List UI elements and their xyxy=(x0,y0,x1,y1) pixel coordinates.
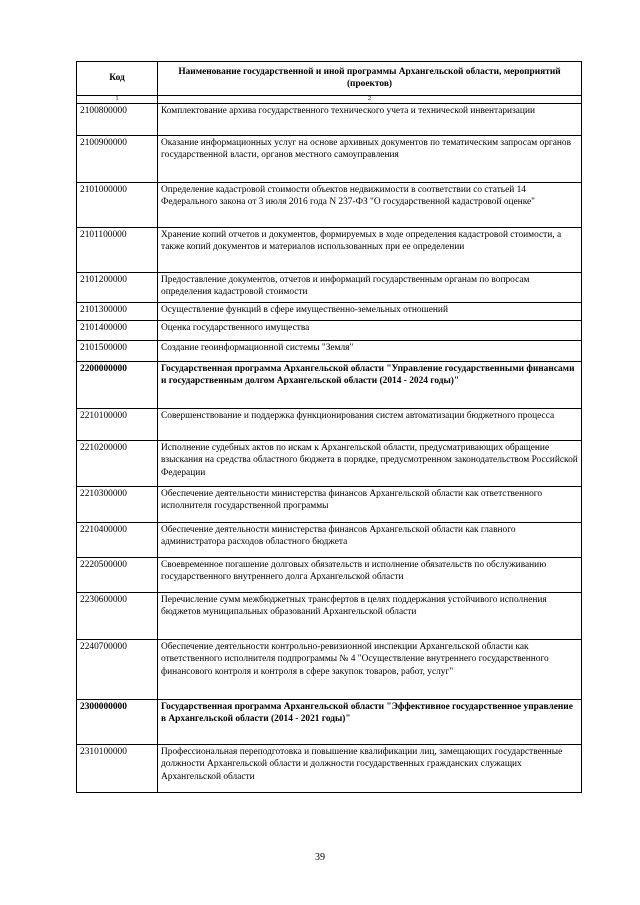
table-row xyxy=(77,273,582,303)
table-row xyxy=(77,487,582,523)
row-code: 2100900000 xyxy=(77,136,158,183)
row-code: 2210400000 xyxy=(77,523,158,558)
document-table xyxy=(76,61,582,793)
row-code: 2101100000 xyxy=(77,228,158,273)
row-name: Создание геоинформационной системы "Земля" xyxy=(158,341,582,362)
table-row xyxy=(77,136,582,183)
table-row xyxy=(77,700,582,745)
column-header-name: Наименование государственной и иной программы Архангельской области, мероприятий (проектов) xyxy=(158,62,582,96)
table-row xyxy=(77,228,582,273)
table-row xyxy=(77,341,582,362)
column-index-2: 2 xyxy=(158,96,582,104)
table-row xyxy=(77,745,582,793)
row-name: Определение кадастровой стоимости объектов недвижимости в соответствии со статьей 14 Федерального закона от 3 июля 2016 года N 237-ФЗ "О государственной кадастровой оценке" xyxy=(158,183,582,228)
row-code: 2101200000 xyxy=(77,273,158,303)
column-index-row xyxy=(77,96,582,104)
table-header-row xyxy=(77,62,582,96)
row-code: 2101500000 xyxy=(77,341,158,362)
row-name: Перечисление сумм межбюджетных трансфертов в целях поддержания устойчивого исполнения бюджетов муниципальных образований Архангельской области xyxy=(158,593,582,640)
row-code: 2240700000 xyxy=(77,640,158,700)
row-name: Профессиональная переподготовка и повышение квалификации лиц, замещающих государственные должности Архангельской области и должности государственных гражданских служащих Архангельской области xyxy=(158,745,582,793)
row-name: Оказание информационных услуг на основе архивных документов по тематическим запросам органов государственной власти, органов местного самоуправления xyxy=(158,136,582,183)
row-name: Комплектование архива государственного технического учета и технической инвентаризации xyxy=(158,104,582,136)
row-name: Оценка государственного имущества xyxy=(158,321,582,341)
page-number: 39 xyxy=(315,852,325,863)
row-code: 2220500000 xyxy=(77,558,158,593)
row-name: Обеспечение деятельности министерства финансов Архангельской области как ответственного исполнителя государственной программы xyxy=(158,487,582,523)
table-body xyxy=(77,104,582,793)
table-row xyxy=(77,409,582,441)
table-row xyxy=(77,593,582,640)
table-row xyxy=(77,441,582,487)
table-row xyxy=(77,558,582,593)
column-index-1: 1 xyxy=(77,96,158,104)
table-row xyxy=(77,640,582,700)
row-name: Своевременное погашение долговых обязательств и исполнение обязательств по обслуживанию государственного внутреннего долга Архангельской области xyxy=(158,558,582,593)
row-name: Государственная программа Архангельской области "Управление государственными финансами и государственным долгом Архангельской области (2014 - 2024 годы)" xyxy=(158,362,582,409)
row-code: 2230600000 xyxy=(77,593,158,640)
row-code: 2200000000 xyxy=(77,362,158,409)
row-code: 2310100000 xyxy=(77,745,158,793)
column-header-code: Код xyxy=(77,62,158,96)
row-name: Осуществление функций в сфере имущественно-земельных отношений xyxy=(158,303,582,321)
row-code: 2101000000 xyxy=(77,183,158,228)
table-row xyxy=(77,321,582,341)
row-code: 2101300000 xyxy=(77,303,158,321)
row-name: Исполнение судебных актов по искам к Архангельской области, предусматривающих обращение взыскания на средства областного бюджета в порядке, предусмотренном законодательством Российской Федерации xyxy=(158,441,582,487)
row-code: 2210100000 xyxy=(77,409,158,441)
row-code: 2210300000 xyxy=(77,487,158,523)
table-row xyxy=(77,104,582,136)
table-row xyxy=(77,523,582,558)
row-name: Обеспечение деятельности министерства финансов Архангельской области как главного администратора расходов областного бюджета xyxy=(158,523,582,558)
row-code: 2210200000 xyxy=(77,441,158,487)
table-row xyxy=(77,303,582,321)
row-code: 2100800000 xyxy=(77,104,158,136)
table-row xyxy=(77,183,582,228)
row-code: 2300000000 xyxy=(77,700,158,745)
table-row xyxy=(77,362,582,409)
row-name: Обеспечение деятельности контрольно-ревизионной инспекции Архангельской области как ответственного исполнителя подпрограммы № 4 "Осуществление внутреннего государственного финансового контроля и контроля в сфере закупок товаров, работ, услуг" xyxy=(158,640,582,700)
row-name: Совершенствование и поддержка функционирования систем автоматизации бюджетного процесса xyxy=(158,409,582,441)
row-name: Предоставление документов, отчетов и информаций государственным органам по вопросам определения кадастровой стоимости xyxy=(158,273,582,303)
row-name: Государственная программа Архангельской области "Эффективное государственное управление в Архангельской области (2014 - 2021 годы)" xyxy=(158,700,582,745)
row-name: Хранение копий отчетов и документов, формируемых в ходе определения кадастровой стоимости, а также копий документов и материалов использованных при ее определении xyxy=(158,228,582,273)
row-code: 2101400000 xyxy=(77,321,158,341)
